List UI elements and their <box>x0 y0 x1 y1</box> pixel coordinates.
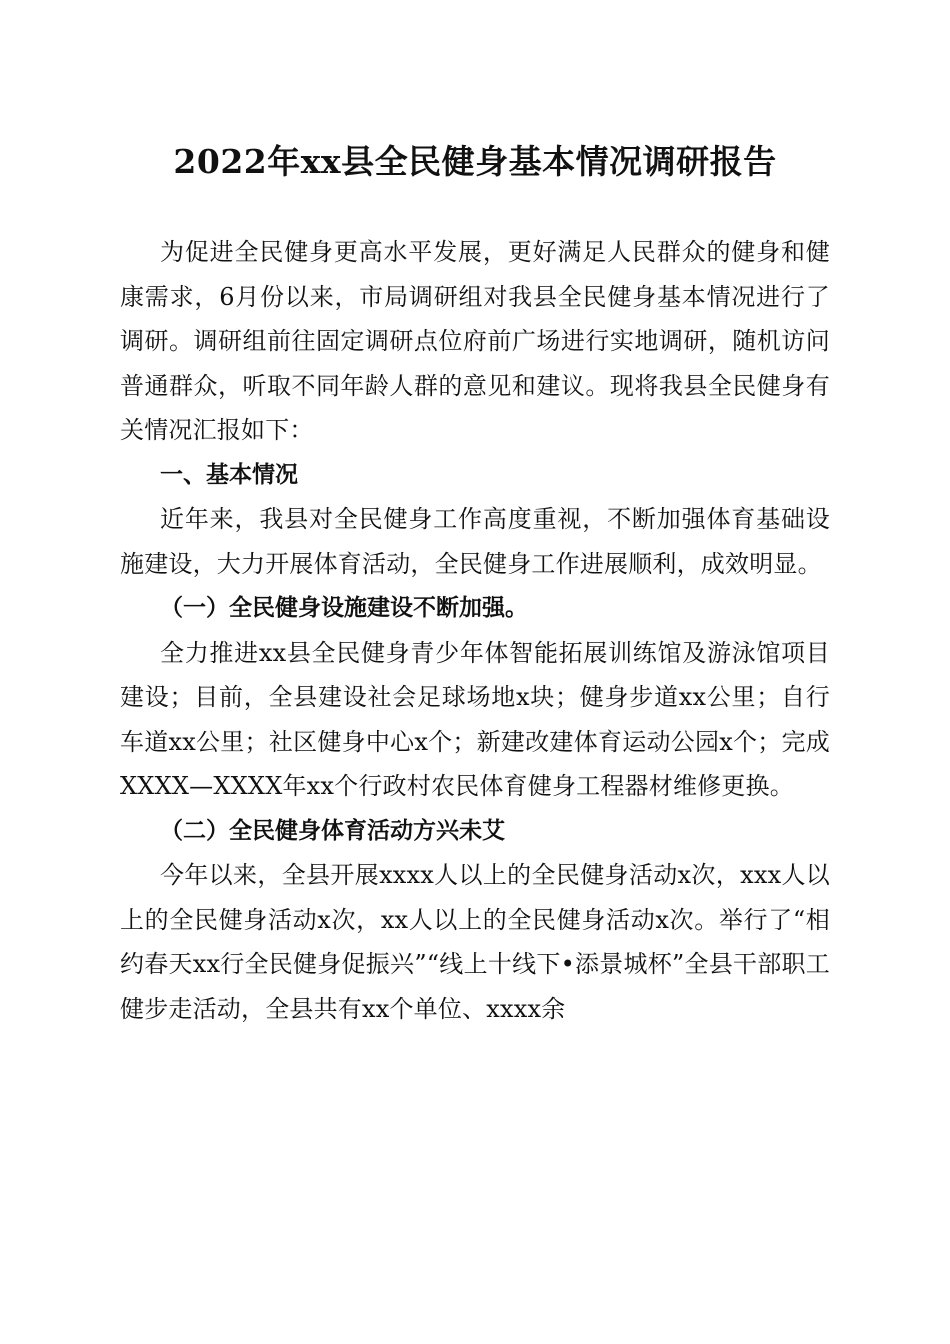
subsection-paragraph-facilities: 全力推进xx县全民健身青少年体智能拓展训练馆及游泳馆项目建设；目前，全县建设社会足球场地x块；健身步道xx公里；自行车道xx公里；社区健身中心x个；新建改建体育运动公园x个；完成XXXX—XXXX年xx个行政村农民体育健身工程器材维修更换。 <box>120 638 830 800</box>
intro-paragraph: 为促进全民健身更高水平发展，更好满足人民群众的健身和健康需求，6月份以来，市局调研组对我县全民健身基本情况进行了调研。调研组前往固定调研点位府前广场进行实地调研，随机访问普通群众，听取不同年龄人群的意见和建议。现将我县全民健身有关情况汇报如下： <box>120 238 830 444</box>
subsection-heading-activities: （二）全民健身体育活动方兴未艾 <box>160 816 505 844</box>
document-body <box>120 230 830 1031</box>
section-paragraph-basic: 近年来，我县对全民健身工作高度重视，不断加强体育基础设施建设，大力开展体育活动，全民健身工作进展顺利，成效明显。 <box>120 505 830 578</box>
subsection-paragraph-activities: 今年以来，全县开展xxxx人以上的全民健身活动x次，xxx人以上的全民健身活动x次，xx人以上的全民健身活动x次。举行了“相约春天xx行全民健身促振兴”“线上十线下•添景城杯”全县干部职工健步走活动，全县共有xx个单位、xxxx余 <box>120 861 830 1023</box>
document-title: 2022年xx县全民健身基本情况调研报告 <box>173 142 777 181</box>
section-heading-basic: 一、基本情况 <box>160 461 298 488</box>
subsection-heading-facilities: （一）全民健身设施建设不断加强。 <box>160 594 528 621</box>
